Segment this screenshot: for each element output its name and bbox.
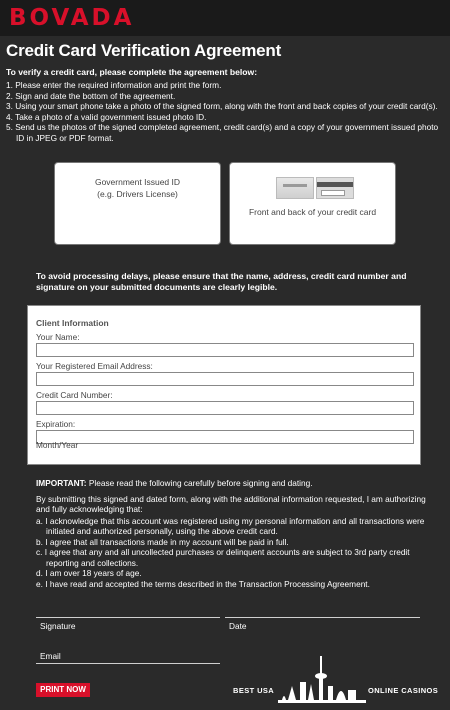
step-item: 2. Sign and date the bottom of the agreement. <box>6 90 176 101</box>
card-number-label: Credit Card Number: <box>36 390 113 400</box>
page-title: Credit Card Verification Agreement <box>6 41 282 60</box>
government-id-card <box>54 162 221 245</box>
important-label: IMPORTANT: <box>36 478 87 488</box>
email-field[interactable] <box>36 372 414 386</box>
email-label: Your Registered Email Address: <box>36 361 153 371</box>
step-item: 4. Take a photo of a valid government issued photo ID. <box>6 111 207 122</box>
signature-line <box>36 617 220 618</box>
name-label: Your Name: <box>36 332 80 342</box>
authorization-paragraph: By submitting this signed and dated form, along with the additional information requested, I am authorizing and fully acknowledging that: <box>36 493 426 514</box>
expiration-format-hint: Month/Year <box>36 440 79 450</box>
credit-card-photo-card <box>229 162 396 245</box>
important-lead <box>36 478 426 489</box>
step-item: 3. Using your smart phone take a photo of the signed form, along with the front and back copies of your credit card(s). <box>6 101 438 111</box>
form-heading: Client Information <box>36 318 109 328</box>
term-item: b. I agree that all transactions made in my account will be paid in full. <box>36 536 289 547</box>
brand-logo <box>0 0 450 36</box>
intro-text: To verify a credit card, please complete the agreement below: <box>6 67 258 77</box>
term-item: a. I acknowledge that this account was registered using my personal information and all transactions were initiated and authorized personally, using the above credit card. <box>36 515 425 536</box>
legibility-notice: To avoid processing delays, please ensure that the name, address, credit card number and signature on your submitted documents are clearly legible. <box>36 271 407 292</box>
expiration-label: Expiration: <box>36 419 76 429</box>
important-lead-text: Please read the following carefully before signing and dating. <box>86 478 313 488</box>
brand-logo-text: BOVADA <box>9 5 135 31</box>
client-information-form <box>27 305 421 465</box>
credit-card-front-image <box>276 177 314 199</box>
expiration-field[interactable] <box>36 430 414 444</box>
term-item: c. I agree that any and all uncollected purchases or delinquent accounts are subject to 3rd party credit reporting and collections. <box>36 547 410 568</box>
government-id-subtitle: (e.g. Drivers License) <box>97 189 178 199</box>
government-id-title: Government Issued ID <box>94 177 181 187</box>
date-label: Date <box>229 621 247 631</box>
name-field[interactable] <box>36 343 414 357</box>
term-item: d. I am over 18 years of age. <box>36 568 142 578</box>
step-item: 5. Send us the photos of the signed completed agreement, credit card(s) and a copy of your government issued photo ID in JPEG or PDF format. <box>6 122 439 143</box>
term-item: e. I have read and accepted the terms described in the Transaction Processing Agreement. <box>36 578 370 589</box>
date-line <box>225 617 420 618</box>
card-number-field[interactable] <box>36 401 414 415</box>
print-now-button[interactable]: PRINT NOW <box>36 683 90 697</box>
credit-card-photo-label: Front and back of your credit card <box>248 207 377 217</box>
email-line <box>36 663 220 664</box>
terms-list <box>36 516 426 590</box>
las-vegas-skyline-icon <box>278 656 366 706</box>
badge-best-usa: BEST USA <box>233 686 275 695</box>
instruction-steps <box>6 80 442 143</box>
badge-online-casinos: ONLINE CASINOS <box>368 686 439 695</box>
signature-label: Signature <box>40 621 76 631</box>
important-terms <box>36 478 426 589</box>
step-item: 1. Please enter the required information and print the form. <box>6 80 222 90</box>
email-signature-label: Email <box>40 651 61 661</box>
credit-card-back-image <box>316 177 354 199</box>
